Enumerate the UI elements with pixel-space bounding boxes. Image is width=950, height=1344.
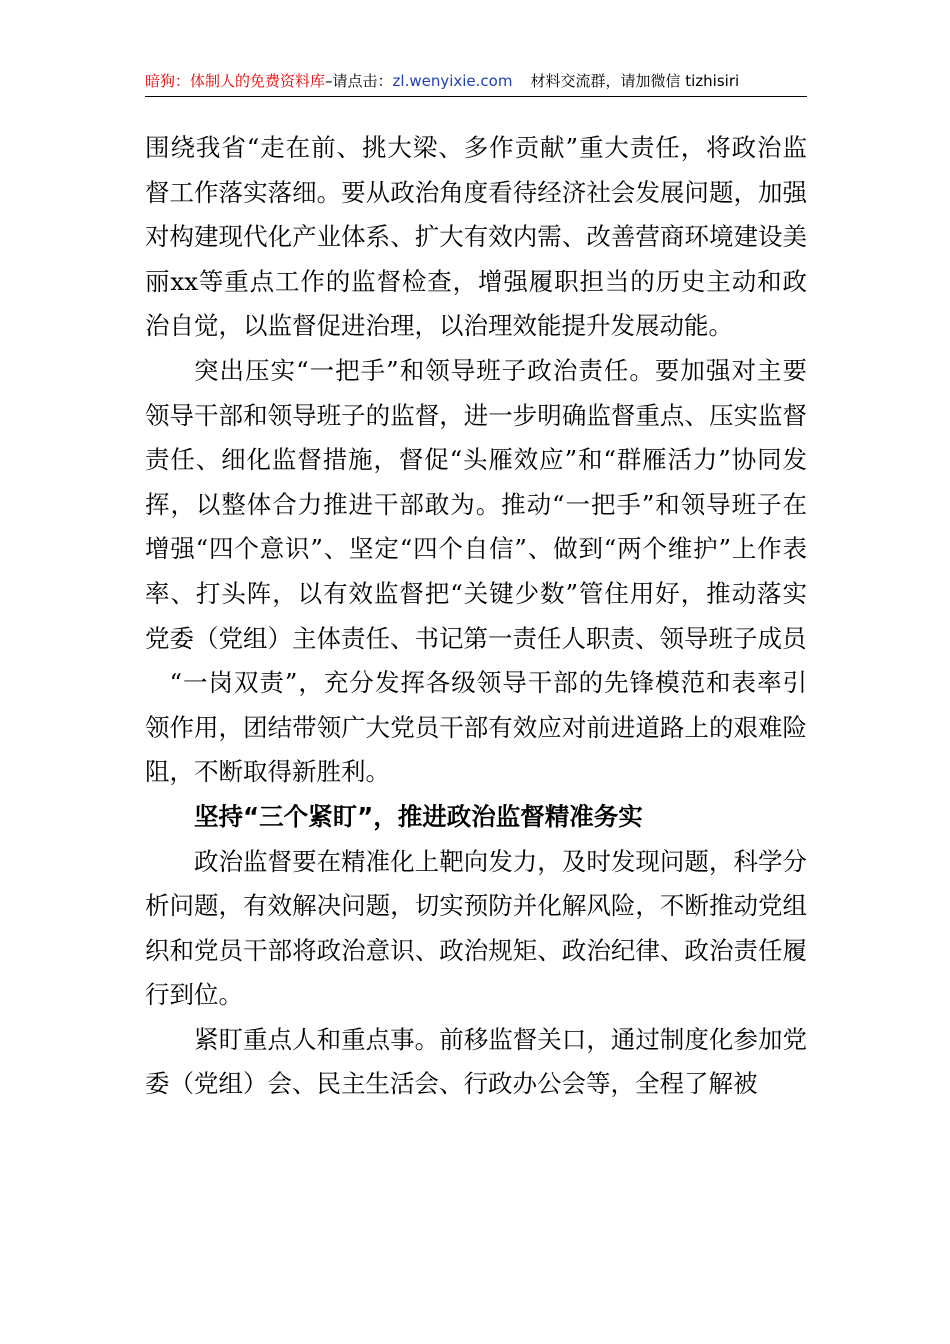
paragraph-5: 紧盯重点人和重点事。前移监督关口，通过制度化参加党委（党组）会、民主生活会、行政办公会等，全程了解被 — [145, 1024, 807, 1099]
header-wechat-note: 材料交流群，请加微信 tizhisiri — [530, 72, 740, 90]
page-header — [145, 70, 807, 94]
paragraph-4: 政治监督要在精准化上靶向发力，及时发现问题，科学分析问题，有效解决问题，切实预防并化解风险，不断推动党组织和党员干部将政治意识、政治规矩、政治纪律、政治责任履行到位。 — [145, 846, 807, 1010]
header-url-link[interactable]: zl.wenyixie.com — [392, 72, 513, 90]
document-body — [145, 126, 807, 1107]
header-click-prompt: –请点击： — [325, 72, 393, 90]
section-heading: 坚持“三个紧盯”，推进政治监督精准务实 — [194, 801, 643, 831]
paragraph-2: 突出压实“一把手”和领导班子政治责任。要加强对主要领导干部和领导班子的监督，进一步明确监督重点、压实监督责任、细化监督措施，督促“头雁效应”和“群雁活力”协同发挥，以整体合力推进干部敢为。推动“一把手”和领导班子在增强“四个意识”、坚定“四个自信”、做到“两个维护”上作表率、打头阵，以有效监督把“关键少数”管住用好，推动落实党委（党组）主体责任、书记第一责任人职责、领导班子成员 — [145, 355, 807, 653]
header-site-name: 暗狗：体制人的免费资料库 — [145, 72, 326, 90]
header-divider — [145, 96, 807, 97]
paragraph-1: 围绕我省“走在前、挑大梁、多作贡献”重大责任，将政治监督工作落实落细。要从政治角度看待经济社会发展问题，加强对构建现代化产业体系、扩大有效内需、改善营商环境建设美丽xx等重点工作的监督检查，增强履职担当的历史主动和政治自觉，以监督促进治理，以治理效能提升发展动能。 — [145, 133, 807, 341]
paragraph-3: “一岗双责”，充分发挥各级领导干部的先锋模范和表率引领作用，团结带领广大党员干部有效应对前进道路上的艰难险阻，不断取得新胜利。 — [145, 668, 807, 787]
